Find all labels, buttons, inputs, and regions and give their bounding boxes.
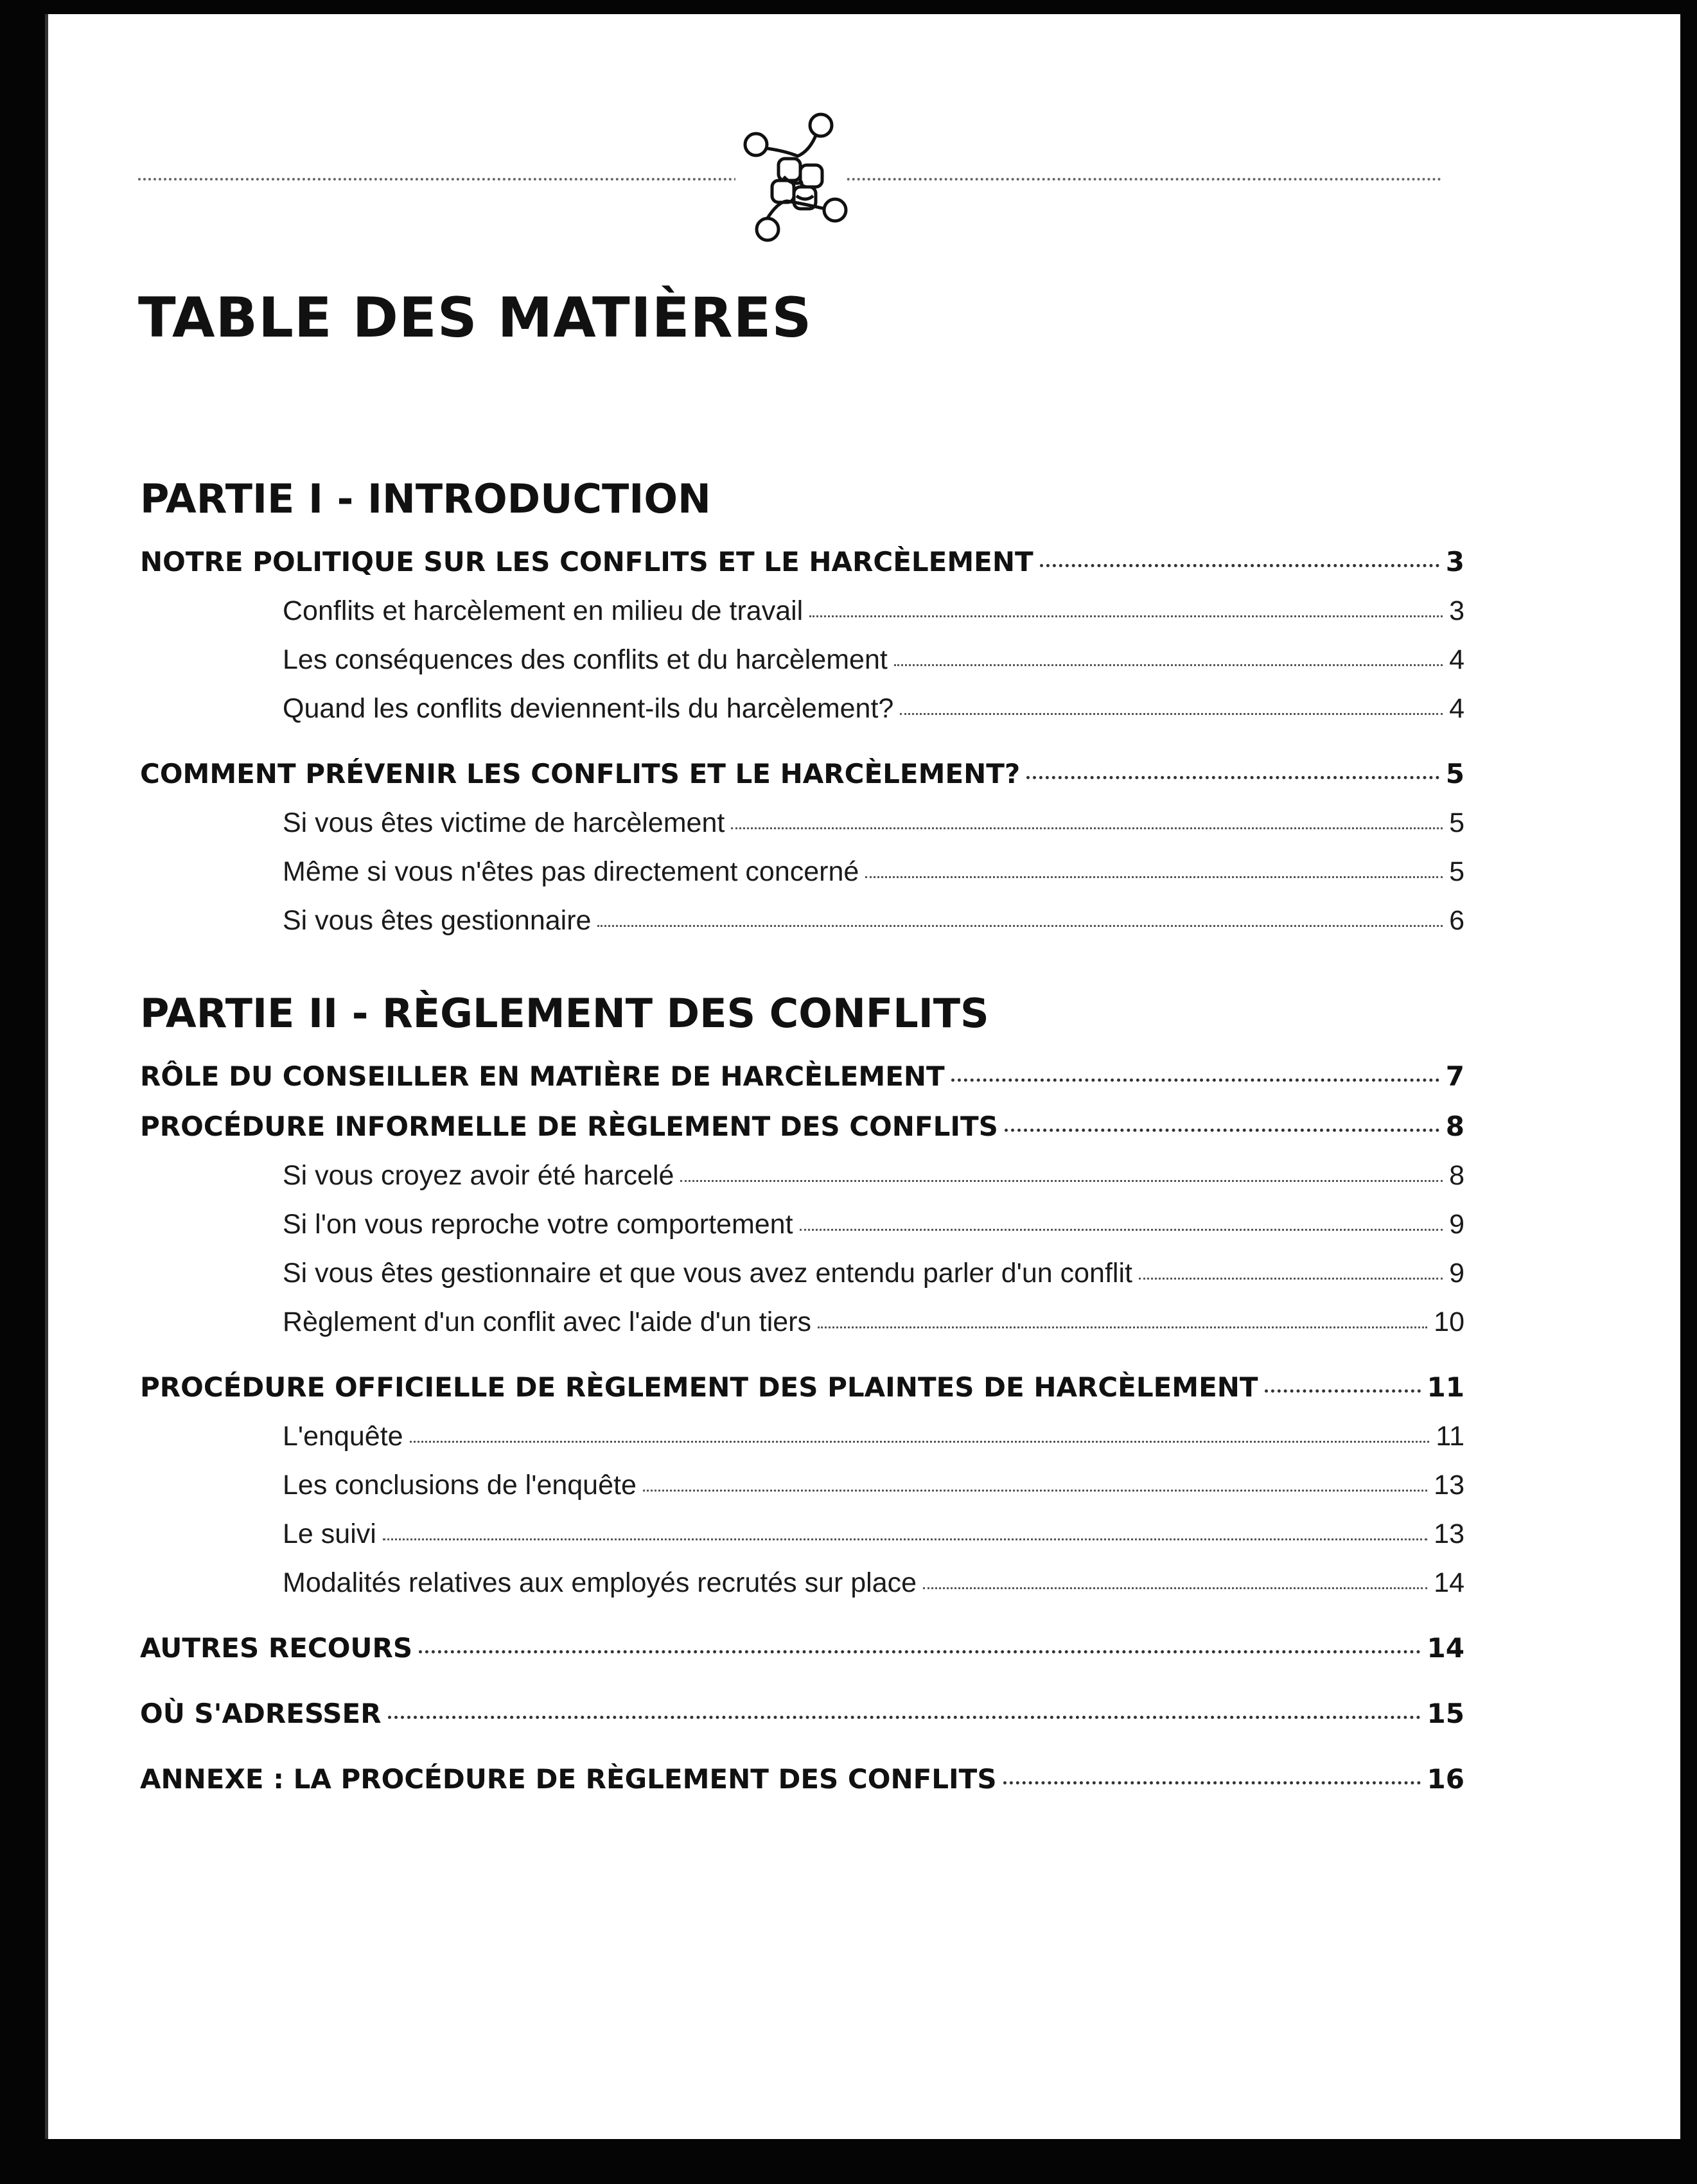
toc-page-number: 15: [1427, 1697, 1464, 1729]
toc-page-number: 8: [1449, 1159, 1464, 1191]
toc-subentry-label: Conflits et harcèlement en milieu de travail: [283, 595, 804, 626]
dot-leader: [818, 1326, 1427, 1328]
toc-entry[interactable]: [140, 1051, 1464, 1101]
toc-subentry-label: Le suivi: [283, 1518, 376, 1549]
toc-page-number: 9: [1449, 1208, 1464, 1240]
toc-subentry[interactable]: [140, 1461, 1464, 1510]
dot-leader: [410, 1441, 1430, 1443]
toc-subentry[interactable]: [140, 1558, 1464, 1607]
dot-leader: [1040, 564, 1439, 567]
scan-border-right: [1680, 0, 1697, 2184]
dot-leader: [731, 827, 1443, 829]
toc-subentry-label: Si l'on vous reproche votre comportement: [283, 1208, 793, 1240]
toc-entry-label: RÔLE DU CONSEILLER EN MATIÈRE DE HARCÈLEMENT: [140, 1060, 945, 1092]
dot-leader: [900, 713, 1443, 715]
toc-entry[interactable]: [140, 748, 1464, 798]
toc-page-number: 14: [1434, 1567, 1464, 1598]
toc-entry-label: COMMENT PRÉVENIR LES CONFLITS ET LE HARCÈLEMENT?: [140, 757, 1021, 789]
toc-entry-label: AUTRES RECOURS: [140, 1632, 413, 1664]
dot-leader: [1005, 1129, 1439, 1132]
toc-subentry[interactable]: [140, 1298, 1464, 1346]
dot-leader: [809, 615, 1443, 617]
dot-leader: [1265, 1389, 1421, 1393]
toc-subentry-label: Si vous êtes gestionnaire: [283, 904, 592, 936]
toc-subentry[interactable]: [140, 684, 1464, 733]
dot-leader: [383, 1538, 1427, 1540]
scan-border-left: [0, 0, 45, 2184]
toc-page-number: 8: [1445, 1110, 1464, 1142]
toc-entry[interactable]: [140, 536, 1464, 586]
dot-leader: [800, 1229, 1443, 1231]
toc-entry-label: OÙ S'ADRESSER: [140, 1697, 382, 1729]
toc-subentry[interactable]: [140, 1510, 1464, 1558]
page-title: TABLE DES MATIÈRES: [138, 286, 813, 350]
toc-page-number: 9: [1449, 1257, 1464, 1289]
toc-page-number: 14: [1427, 1632, 1464, 1664]
toc-entry[interactable]: [140, 1101, 1464, 1151]
toc-entry[interactable]: [140, 1688, 1464, 1738]
toc-page-number: 5: [1449, 807, 1464, 838]
dot-leader: [1139, 1278, 1443, 1280]
toc-entry[interactable]: [140, 1754, 1464, 1804]
dot-leader: [951, 1079, 1439, 1082]
scan-border-top: [0, 0, 1697, 14]
toc-subentry-label: Règlement d'un conflit avec l'aide d'un tiers: [283, 1306, 811, 1337]
toc-subentry[interactable]: [140, 1200, 1464, 1249]
toc-subentry-label: Les conséquences des conflits et du harcèlement: [283, 644, 888, 675]
dot-leader: [680, 1180, 1443, 1182]
toc-page-number: 4: [1449, 692, 1464, 724]
toc-page-number: 11: [1436, 1420, 1464, 1452]
toc-subentry-label: Modalités relatives aux employés recrutés sur place: [283, 1567, 917, 1598]
toc-page-number: 5: [1445, 757, 1464, 789]
toc-page-number: 5: [1449, 856, 1464, 887]
toc-subentry-label: Quand les conflits deviennent-ils du harcèlement?: [283, 692, 894, 724]
toc-subentry[interactable]: [140, 1151, 1464, 1200]
toc-page-number: 3: [1449, 595, 1464, 626]
toc-subentry[interactable]: [140, 798, 1464, 847]
toc-subentry[interactable]: [140, 896, 1464, 945]
toc-subentry[interactable]: [140, 1249, 1464, 1298]
toc-entry-label: PROCÉDURE OFFICIELLE DE RÈGLEMENT DES PLAINTES DE HARCÈLEMENT: [140, 1371, 1258, 1403]
toc-entry-label: PROCÉDURE INFORMELLE DE RÈGLEMENT DES CONFLITS: [140, 1110, 998, 1142]
toc-page-number: 4: [1449, 644, 1464, 675]
toc-page-number: 6: [1449, 904, 1464, 936]
toc-page-number: 7: [1445, 1060, 1464, 1092]
toc-subentry-label: Si vous croyez avoir été harcelé: [283, 1159, 674, 1191]
toc-subentry-label: L'enquête: [283, 1420, 403, 1452]
toc-page-number: 13: [1434, 1469, 1464, 1501]
toc-entry-label: ANNEXE : LA PROCÉDURE DE RÈGLEMENT DES CONFLITS: [140, 1763, 997, 1795]
part-heading-1: PARTIE I - INTRODUCTION: [140, 475, 711, 522]
interlocking-figures-icon: [739, 106, 848, 260]
dot-leader: [1003, 1781, 1421, 1784]
header-ornament: [138, 106, 1442, 260]
scan-page-edge: [45, 14, 55, 2140]
toc-entry[interactable]: [140, 1623, 1464, 1673]
dot-leader: [597, 925, 1443, 927]
toc-page-number: 10: [1434, 1306, 1464, 1337]
part-heading-2: PARTIE II - RÈGLEMENT DES CONFLITS: [140, 990, 989, 1037]
toc-subentry[interactable]: [140, 1412, 1464, 1461]
dot-leader: [419, 1650, 1420, 1653]
dot-leader: [1026, 776, 1439, 779]
table-of-contents: [140, 475, 1464, 1804]
toc-page-number: 11: [1427, 1371, 1464, 1403]
toc-subentry-label: Les conclusions de l'enquête: [283, 1469, 637, 1501]
toc-subentry[interactable]: [140, 586, 1464, 635]
dot-leader: [894, 664, 1443, 666]
toc-page-number: 16: [1427, 1763, 1464, 1795]
dot-leader: [388, 1716, 1421, 1719]
toc-entry[interactable]: [140, 1362, 1464, 1412]
toc-subentry-label: Si vous êtes gestionnaire et que vous avez entendu parler d'un conflit: [283, 1257, 1132, 1289]
toc-subentry-label: Si vous êtes victime de harcèlement: [283, 807, 725, 838]
toc-subentry[interactable]: [140, 635, 1464, 684]
dot-leader: [643, 1490, 1427, 1492]
scan-border-bottom: [0, 2139, 1697, 2184]
toc-page-number: 3: [1445, 545, 1464, 577]
dot-leader: [865, 876, 1443, 878]
toc-subentry[interactable]: [140, 847, 1464, 896]
dot-leader: [923, 1587, 1427, 1589]
toc-subentry-label: Même si vous n'êtes pas directement concerné: [283, 856, 859, 887]
toc-entry-label: NOTRE POLITIQUE SUR LES CONFLITS ET LE HARCÈLEMENT: [140, 545, 1033, 577]
toc-page-number: 13: [1434, 1518, 1464, 1549]
